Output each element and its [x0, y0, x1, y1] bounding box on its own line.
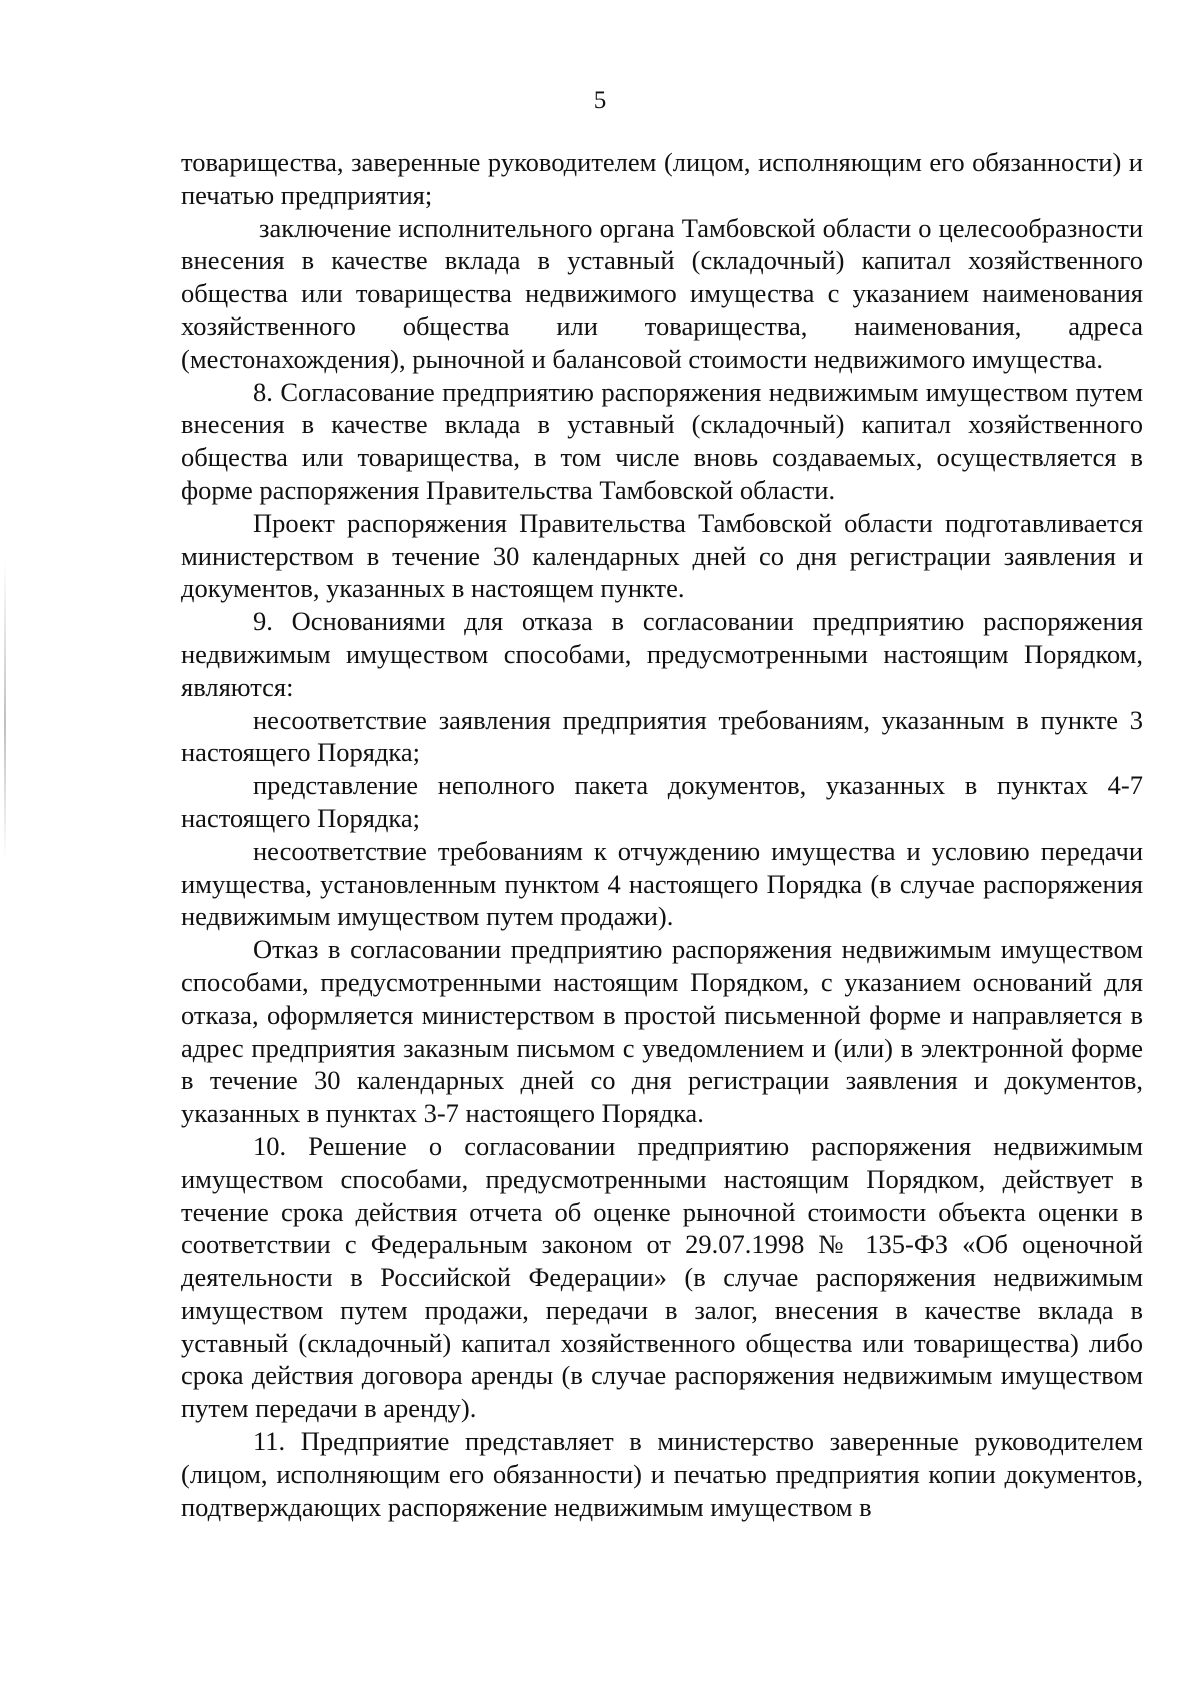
paragraph-item-10: 10. Решение о согласовании предприятию распоряжения недвижимым имуществом способами, предусмотренными настоящим Порядком, действует в течение срока действия отчета об оценке рыночной стоимости объекта оценки в соответствии с Федеральным законом от 29.07.1998 № 135-ФЗ «Об оценочной деятельности в Российской Федерации» (в случае распоряжения недвижимым имуществом путем продажи, передачи в залог, внесения в качестве вклада в уставный (складочный) капитал хозяйственного общества или товарищества) либо срока действия договора аренды (в случае распоряжения недвижимым имуществом путем передачи в аренду). [181, 1130, 1143, 1424]
paragraph-conclusion-item: заключение исполнительного органа Тамбовской области о целесообразности внесения в качестве вклада в уставный (складочный) капитал хозяйственного общества или товарищества недвижимого имущества с указанием наименования хозяйственного общества или товарищества, наименования, адреса (местонахождения), рыночной и балансовой стоимости недвижимого имущества. [181, 212, 1143, 374]
paragraph-draft-order: Проект распоряжения Правительства Тамбовской области подготавливается министерством в течение 30 календарных дней со дня регистрации заявления и документов, указанных в настоящем пункте. [181, 507, 1143, 604]
paragraph-item-11: 11. Предприятие представляет в министерство заверенные руководителем (лицом, исполняющим его обязанности) и печатью предприятия копии документов, подтверждающих распоряжение недвижимым имуществом в [181, 1426, 1143, 1522]
page-number: 5 [593, 87, 607, 114]
paragraph-continuation: товарищества, заверенные руководителем (лицом, исполняющим его обязанности) и печатью предприятия; [181, 147, 1143, 210]
paragraph-refusal-ground-3: несоответствие требованиям к отчуждению имущества и условию передачи имущества, установленным пунктом 4 настоящего Порядка (в случае распоряжения недвижимым имуществом путем продажи). [181, 835, 1143, 932]
paragraph-refusal-notice: Отказ в согласовании предприятию распоряжения недвижимым имуществом способами, предусмотренными настоящим Порядком, с указанием оснований для отказа, оформляется министерством в простой письменной форме и направляется в адрес предприятия заказным письмом с уведомлением и (или) в электронной форме в течение 30 календарных дней со дня регистрации заявления и документов, указанных в пунктах 3-7 настоящего Порядка. [181, 934, 1143, 1129]
paragraph-item-9: 9. Основаниями для отказа в согласовании предприятию распоряжения недвижимым имуществом способами, предусмотренными настоящим Порядком, являются: [181, 606, 1143, 702]
paragraph-item-8: 8. Согласование предприятию распоряжения недвижимым имуществом путем внесения в качестве вклада в уставный (складочный) капитал хозяйственного общества или товарищества, в том числе вновь создаваемых, осуществляется в форме распоряжения Правительства Тамбовской области. [181, 376, 1143, 505]
paragraph-refusal-ground-2: представление неполного пакета документов, указанных в пунктах 4-7 настоящего Порядка; [181, 770, 1143, 833]
scan-edge-shadow [4, 560, 6, 860]
paragraph-refusal-ground-1: несоответствие заявления предприятия требованиям, указанным в пункте 3 настоящего Порядка; [181, 704, 1143, 768]
document-body [181, 146, 1143, 1523]
